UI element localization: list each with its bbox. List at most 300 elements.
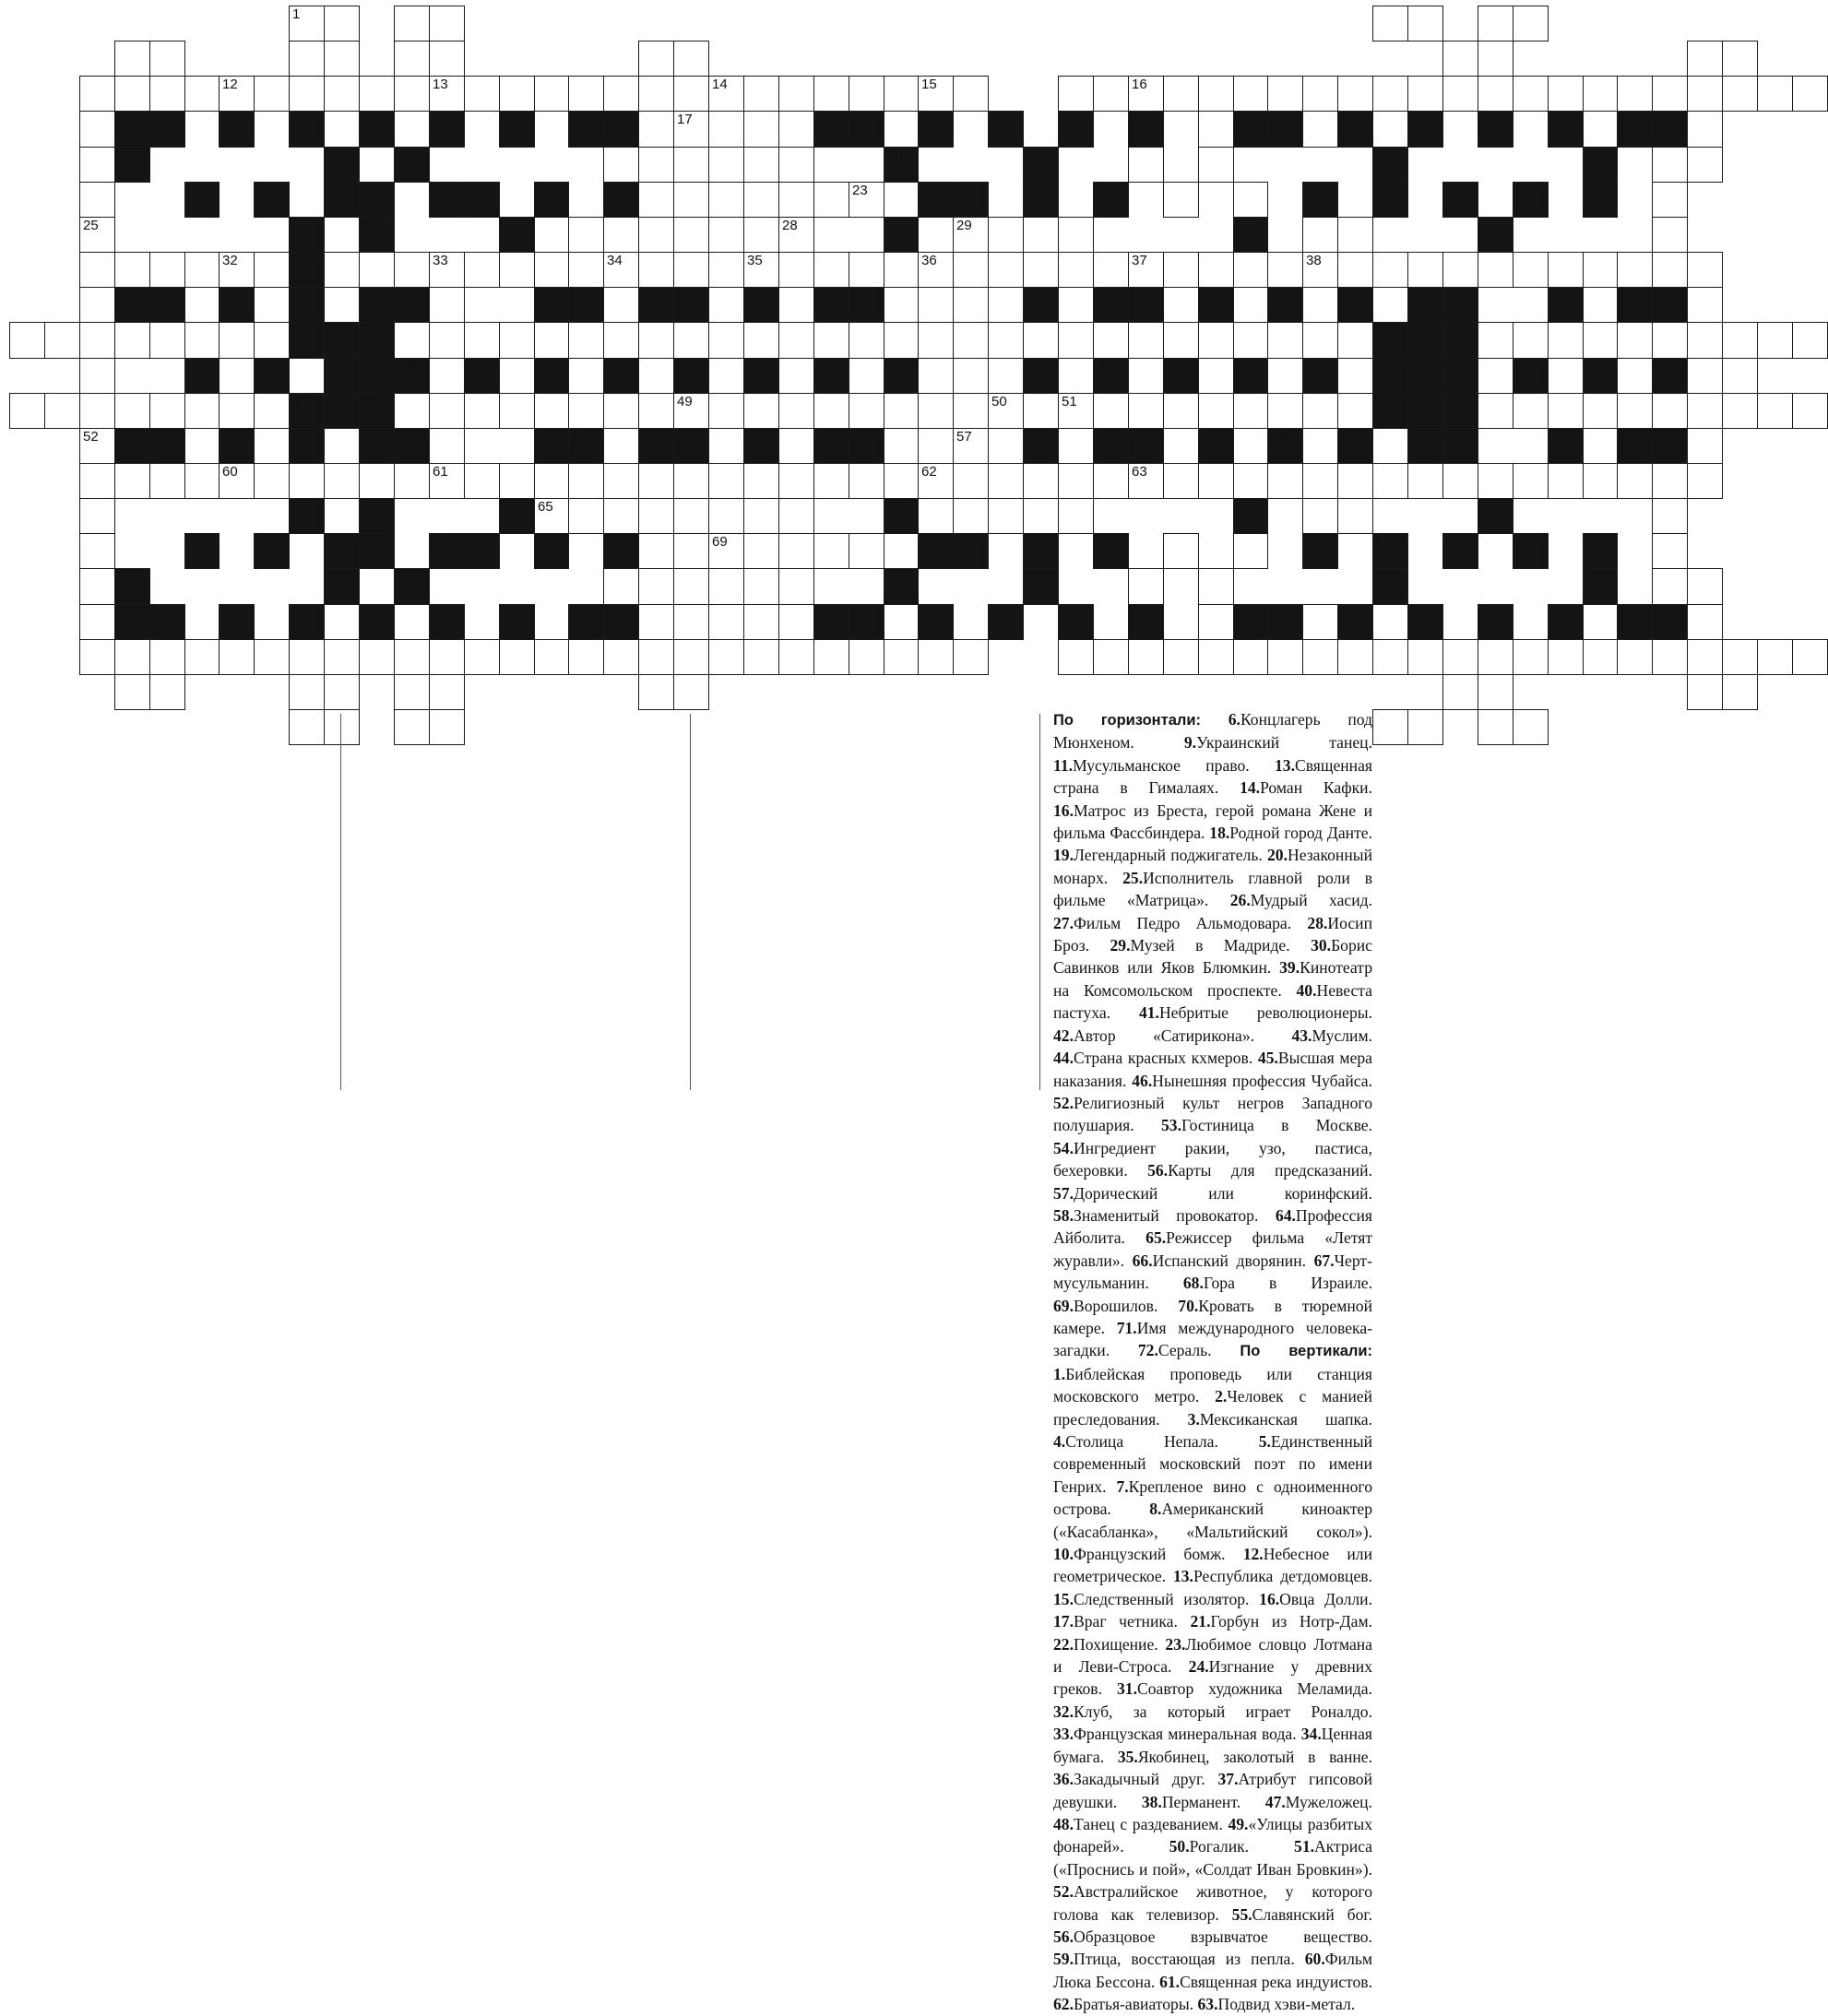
crossword-cell[interactable] [534,322,569,359]
crossword-cell[interactable] [534,498,569,534]
crossword-cell[interactable] [1652,498,1688,534]
crossword-cell[interactable] [988,393,1024,429]
crossword-cell[interactable] [534,252,569,288]
crossword-cell[interactable] [1128,568,1164,605]
crossword-cell[interactable] [1687,147,1723,183]
crossword-cell[interactable] [1198,639,1234,675]
crossword-cell[interactable] [254,463,290,499]
crossword-cell[interactable] [1548,639,1584,675]
crossword-cell[interactable] [184,252,220,288]
crossword-cell[interactable] [1792,76,1828,112]
crossword-cell[interactable] [149,76,185,112]
crossword-cell[interactable] [708,217,744,253]
crossword-cell[interactable] [1163,393,1199,429]
crossword-cell[interactable] [149,463,185,499]
crossword-cell[interactable] [1023,252,1059,288]
crossword-cell[interactable] [1337,639,1373,675]
crossword-cell[interactable] [79,147,115,183]
crossword-cell[interactable] [219,76,255,112]
crossword-cell[interactable] [1513,76,1549,112]
crossword-cell[interactable] [79,498,115,534]
crossword-cell[interactable] [568,252,604,288]
crossword-cell[interactable] [1407,76,1443,112]
crossword-cell[interactable] [184,322,220,359]
crossword-cell[interactable] [708,393,744,429]
crossword-cell[interactable] [114,76,150,112]
crossword-cell[interactable] [1687,41,1723,77]
crossword-cell[interactable] [114,393,150,429]
crossword-cell[interactable] [743,252,779,288]
crossword-cell[interactable] [1442,252,1478,288]
crossword-cell[interactable] [254,322,290,359]
crossword-cell[interactable] [778,111,814,148]
crossword-cell[interactable] [1233,76,1268,112]
crossword-cell[interactable] [673,76,709,112]
crossword-cell[interactable] [394,639,430,675]
crossword-cell[interactable] [114,463,150,499]
crossword-cell[interactable] [1513,322,1549,359]
crossword-cell[interactable] [1442,76,1478,112]
crossword-cell[interactable] [1267,322,1303,359]
crossword-cell[interactable] [1198,76,1234,112]
crossword-cell[interactable] [1163,76,1199,112]
crossword-cell[interactable] [673,674,709,710]
crossword-cell[interactable] [673,322,709,359]
crossword-cell[interactable] [1093,639,1129,675]
crossword-cell[interactable] [429,41,465,77]
crossword-cell[interactable] [1652,322,1688,359]
crossword-cell[interactable] [918,252,954,288]
crossword-cell[interactable] [1513,463,1549,499]
crossword-cell[interactable] [1372,76,1408,112]
crossword-cell[interactable] [1128,76,1164,112]
crossword-cell[interactable] [813,182,849,218]
crossword-cell[interactable] [673,252,709,288]
crossword-cell[interactable] [1372,6,1408,42]
crossword-cell[interactable] [1023,393,1059,429]
crossword-cell[interactable] [953,393,989,429]
crossword-cell[interactable] [1163,533,1199,569]
crossword-cell[interactable] [1478,41,1513,77]
crossword-cell[interactable] [79,393,115,429]
crossword-cell[interactable] [1617,463,1653,499]
crossword-cell[interactable] [708,182,744,218]
crossword-cell[interactable] [1617,322,1653,359]
crossword-cell[interactable] [778,76,814,112]
crossword-cell[interactable] [1478,252,1513,288]
crossword-cell[interactable] [1302,252,1338,288]
crossword-cell[interactable] [79,639,115,675]
crossword-cell[interactable] [394,76,430,112]
crossword-cell[interactable] [114,674,150,710]
crossword-cell[interactable] [394,41,430,77]
crossword-cell[interactable] [953,322,989,359]
crossword-cell[interactable] [673,639,709,675]
crossword-cell[interactable] [568,639,604,675]
crossword-cell[interactable] [638,639,674,675]
crossword-cell[interactable] [1617,76,1653,112]
crossword-cell[interactable] [988,322,1024,359]
crossword-cell[interactable] [1128,639,1164,675]
crossword-cell[interactable] [603,498,639,534]
crossword-cell[interactable] [394,393,430,429]
crossword-cell[interactable] [1722,41,1758,77]
crossword-cell[interactable] [1652,252,1688,288]
crossword-cell[interactable] [1407,639,1443,675]
crossword-cell[interactable] [1687,428,1723,464]
crossword-cell[interactable] [953,76,989,112]
crossword-cell[interactable] [884,252,919,288]
crossword-cell[interactable] [1548,393,1584,429]
crossword-cell[interactable] [813,393,849,429]
crossword-cell[interactable] [778,639,814,675]
crossword-cell[interactable] [603,393,639,429]
crossword-cell[interactable] [1513,639,1549,675]
crossword-cell[interactable] [743,217,779,253]
crossword-cell[interactable] [289,639,325,675]
crossword-cell[interactable] [1722,393,1758,429]
crossword-cell[interactable] [1617,252,1653,288]
crossword-cell[interactable] [464,639,500,675]
crossword-cell[interactable] [1652,217,1688,253]
crossword-cell[interactable] [1652,393,1688,429]
crossword-cell[interactable] [1302,393,1338,429]
crossword-cell[interactable] [499,393,535,429]
crossword-cell[interactable] [1198,463,1234,499]
crossword-cell[interactable] [1023,217,1059,253]
crossword-cell[interactable] [1093,393,1129,429]
crossword-cell[interactable] [849,533,884,569]
crossword-cell[interactable] [1407,6,1443,42]
crossword-cell[interactable] [1058,217,1094,253]
crossword-cell[interactable] [918,322,954,359]
crossword-cell[interactable] [884,322,919,359]
crossword-cell[interactable] [953,428,989,464]
crossword-cell[interactable] [638,322,674,359]
crossword-cell[interactable] [673,111,709,148]
crossword-cell[interactable] [1513,709,1549,745]
crossword-cell[interactable] [394,6,430,42]
crossword-cell[interactable] [778,182,814,218]
crossword-cell[interactable] [638,393,674,429]
crossword-cell[interactable] [429,674,465,710]
crossword-cell[interactable] [464,463,500,499]
crossword-cell[interactable] [708,639,744,675]
crossword-cell[interactable] [813,76,849,112]
crossword-cell[interactable] [849,76,884,112]
crossword-cell[interactable] [884,639,919,675]
crossword-cell[interactable] [673,568,709,605]
crossword-cell[interactable] [324,41,360,77]
crossword-cell[interactable] [1687,604,1723,640]
crossword-cell[interactable] [638,76,674,112]
crossword-cell[interactable] [1513,252,1549,288]
crossword-cell[interactable] [1058,76,1094,112]
crossword-cell[interactable] [1198,147,1234,183]
crossword-cell[interactable] [499,639,535,675]
crossword-cell[interactable] [534,217,569,253]
crossword-cell[interactable] [953,463,989,499]
crossword-cell[interactable] [324,463,360,499]
crossword-cell[interactable] [1267,76,1303,112]
crossword-cell[interactable] [1652,568,1688,605]
crossword-cell[interactable] [1302,76,1338,112]
crossword-cell[interactable] [603,76,639,112]
crossword-cell[interactable] [813,463,849,499]
crossword-cell[interactable] [884,463,919,499]
crossword-cell[interactable] [568,76,604,112]
crossword-cell[interactable] [1198,111,1234,148]
crossword-cell[interactable] [1163,639,1199,675]
crossword-cell[interactable] [1302,111,1338,148]
crossword-cell[interactable] [1442,674,1478,710]
crossword-cell[interactable] [1478,709,1513,745]
crossword-cell[interactable] [1302,463,1338,499]
crossword-cell[interactable] [568,463,604,499]
crossword-cell[interactable] [708,147,744,183]
crossword-cell[interactable] [778,147,814,183]
crossword-cell[interactable] [289,6,325,42]
crossword-cell[interactable] [1267,463,1303,499]
crossword-cell[interactable] [708,322,744,359]
crossword-cell[interactable] [953,498,989,534]
crossword-cell[interactable] [1757,76,1793,112]
crossword-cell[interactable] [603,639,639,675]
crossword-cell[interactable] [1687,568,1723,605]
crossword-cell[interactable] [464,322,500,359]
crossword-cell[interactable] [1617,639,1653,675]
crossword-cell[interactable] [918,463,954,499]
crossword-cell[interactable] [673,393,709,429]
crossword-cell[interactable] [778,322,814,359]
crossword-cell[interactable] [708,568,744,605]
crossword-cell[interactable] [114,322,150,359]
crossword-cell[interactable] [1652,533,1688,569]
crossword-cell[interactable] [1302,498,1338,534]
crossword-cell[interactable] [1337,76,1373,112]
crossword-cell[interactable] [568,393,604,429]
crossword-cell[interactable] [1652,147,1688,183]
crossword-cell[interactable] [1548,252,1584,288]
crossword-cell[interactable] [568,217,604,253]
crossword-cell[interactable] [813,533,849,569]
crossword-cell[interactable] [289,463,325,499]
crossword-cell[interactable] [9,393,45,429]
crossword-cell[interactable] [1407,252,1443,288]
crossword-cell[interactable] [184,463,220,499]
crossword-cell[interactable] [1478,322,1513,359]
crossword-cell[interactable] [778,568,814,605]
crossword-cell[interactable] [219,322,255,359]
crossword-cell[interactable] [1128,463,1164,499]
crossword-cell[interactable] [1792,639,1828,675]
crossword-cell[interactable] [359,76,395,112]
crossword-cell[interactable] [184,393,220,429]
crossword-cell[interactable] [1233,182,1268,218]
crossword-cell[interactable] [464,252,500,288]
crossword-cell[interactable] [289,76,325,112]
crossword-cell[interactable] [79,217,115,253]
crossword-cell[interactable] [219,639,255,675]
crossword-cell[interactable] [953,252,989,288]
crossword-cell[interactable] [743,322,779,359]
crossword-cell[interactable] [1302,639,1338,675]
crossword-cell[interactable] [1128,147,1164,183]
crossword-cell[interactable] [1233,463,1268,499]
crossword-cell[interactable] [813,322,849,359]
crossword-cell[interactable] [743,76,779,112]
crossword-cell[interactable] [1163,463,1199,499]
crossword-cell[interactable] [464,76,500,112]
crossword-cell[interactable] [1233,322,1268,359]
crossword-cell[interactable] [44,322,80,359]
crossword-cell[interactable] [254,393,290,429]
crossword-cell[interactable] [1337,217,1373,253]
crossword-cell[interactable] [743,604,779,640]
crossword-cell[interactable] [708,463,744,499]
crossword-cell[interactable] [1548,322,1584,359]
crossword-cell[interactable] [1687,393,1723,429]
crossword-cell[interactable] [813,639,849,675]
crossword-cell[interactable] [149,639,185,675]
crossword-cell[interactable] [219,393,255,429]
crossword-cell[interactable] [9,322,45,359]
crossword-cell[interactable] [324,6,360,42]
crossword-cell[interactable] [953,358,989,394]
crossword-cell[interactable] [1722,76,1758,112]
crossword-cell[interactable] [1093,252,1129,288]
crossword-cell[interactable] [708,252,744,288]
crossword-cell[interactable] [1198,252,1234,288]
crossword-cell[interactable] [1198,322,1234,359]
crossword-cell[interactable] [429,393,465,429]
crossword-cell[interactable] [1233,393,1268,429]
crossword-cell[interactable] [1652,463,1688,499]
crossword-cell[interactable] [1372,709,1408,745]
crossword-cell[interactable] [778,393,814,429]
crossword-cell[interactable] [1337,463,1373,499]
crossword-cell[interactable] [464,393,500,429]
crossword-cell[interactable] [813,252,849,288]
crossword-cell[interactable] [534,639,569,675]
crossword-cell[interactable] [603,217,639,253]
crossword-cell[interactable] [324,76,360,112]
crossword-cell[interactable] [499,76,535,112]
crossword-cell[interactable] [1372,463,1408,499]
crossword-cell[interactable] [1163,182,1199,218]
crossword-cell[interactable] [324,639,360,675]
crossword-cell[interactable] [1198,393,1234,429]
crossword-cell[interactable] [1687,322,1723,359]
crossword-cell[interactable] [289,41,325,77]
crossword-cell[interactable] [1128,322,1164,359]
crossword-cell[interactable] [673,41,709,77]
crossword-cell[interactable] [394,252,430,288]
crossword-cell[interactable] [1128,252,1164,288]
crossword-cell[interactable] [1267,393,1303,429]
crossword-cell[interactable] [743,568,779,605]
crossword-cell[interactable] [673,217,709,253]
crossword-cell[interactable] [638,147,674,183]
crossword-cell[interactable] [1372,639,1408,675]
crossword-cell[interactable] [79,463,115,499]
crossword-cell[interactable] [324,674,360,710]
crossword-cell[interactable] [324,252,360,288]
crossword-cell[interactable] [499,463,535,499]
crossword-cell[interactable] [568,498,604,534]
crossword-cell[interactable] [1163,322,1199,359]
crossword-cell[interactable] [918,428,954,464]
crossword-cell[interactable] [603,322,639,359]
crossword-cell[interactable] [44,393,80,429]
crossword-cell[interactable] [1163,252,1199,288]
crossword-cell[interactable] [1687,76,1723,112]
crossword-cell[interactable] [534,393,569,429]
crossword-cell[interactable] [79,76,115,112]
crossword-cell[interactable] [849,182,884,218]
crossword-cell[interactable] [219,252,255,288]
crossword-cell[interactable] [1792,393,1828,429]
crossword-cell[interactable] [918,639,954,675]
crossword-cell[interactable] [149,252,185,288]
crossword-cell[interactable] [114,252,150,288]
crossword-cell[interactable] [1722,322,1758,359]
crossword-cell[interactable] [1442,639,1478,675]
crossword-cell[interactable] [708,498,744,534]
crossword-cell[interactable] [1548,463,1584,499]
crossword-cell[interactable] [1093,322,1129,359]
crossword-cell[interactable] [79,533,115,569]
crossword-cell[interactable] [79,252,115,288]
crossword-cell[interactable] [499,252,535,288]
crossword-cell[interactable] [1198,568,1234,605]
crossword-cell[interactable] [79,182,115,218]
crossword-cell[interactable] [1442,41,1478,77]
crossword-cell[interactable] [638,217,674,253]
crossword-cell[interactable] [1513,393,1549,429]
crossword-cell[interactable] [1233,639,1268,675]
crossword-cell[interactable] [1337,322,1373,359]
crossword-cell[interactable] [1302,217,1338,253]
crossword-cell[interactable] [849,322,884,359]
crossword-cell[interactable] [1128,393,1164,429]
crossword-cell[interactable] [394,463,430,499]
crossword-cell[interactable] [149,393,185,429]
crossword-cell[interactable] [778,498,814,534]
crossword-cell[interactable] [254,252,290,288]
crossword-cell[interactable] [743,393,779,429]
crossword-cell[interactable] [638,252,674,288]
crossword-cell[interactable] [1478,6,1513,42]
crossword-cell[interactable] [638,463,674,499]
crossword-cell[interactable] [1337,252,1373,288]
crossword-cell[interactable] [149,41,185,77]
crossword-cell[interactable] [1407,463,1443,499]
crossword-cell[interactable] [1058,463,1094,499]
crossword-cell[interactable] [988,252,1024,288]
crossword-cell[interactable] [673,533,709,569]
crossword-cell[interactable] [743,498,779,534]
crossword-cell[interactable] [743,111,779,148]
crossword-cell[interactable] [1058,639,1094,675]
crossword-cell[interactable] [359,639,395,675]
crossword-cell[interactable] [638,674,674,710]
crossword-cell[interactable] [988,217,1024,253]
crossword-cell[interactable] [1652,182,1688,218]
crossword-cell[interactable] [743,639,779,675]
crossword-cell[interactable] [429,287,465,323]
crossword-cell[interactable] [849,463,884,499]
